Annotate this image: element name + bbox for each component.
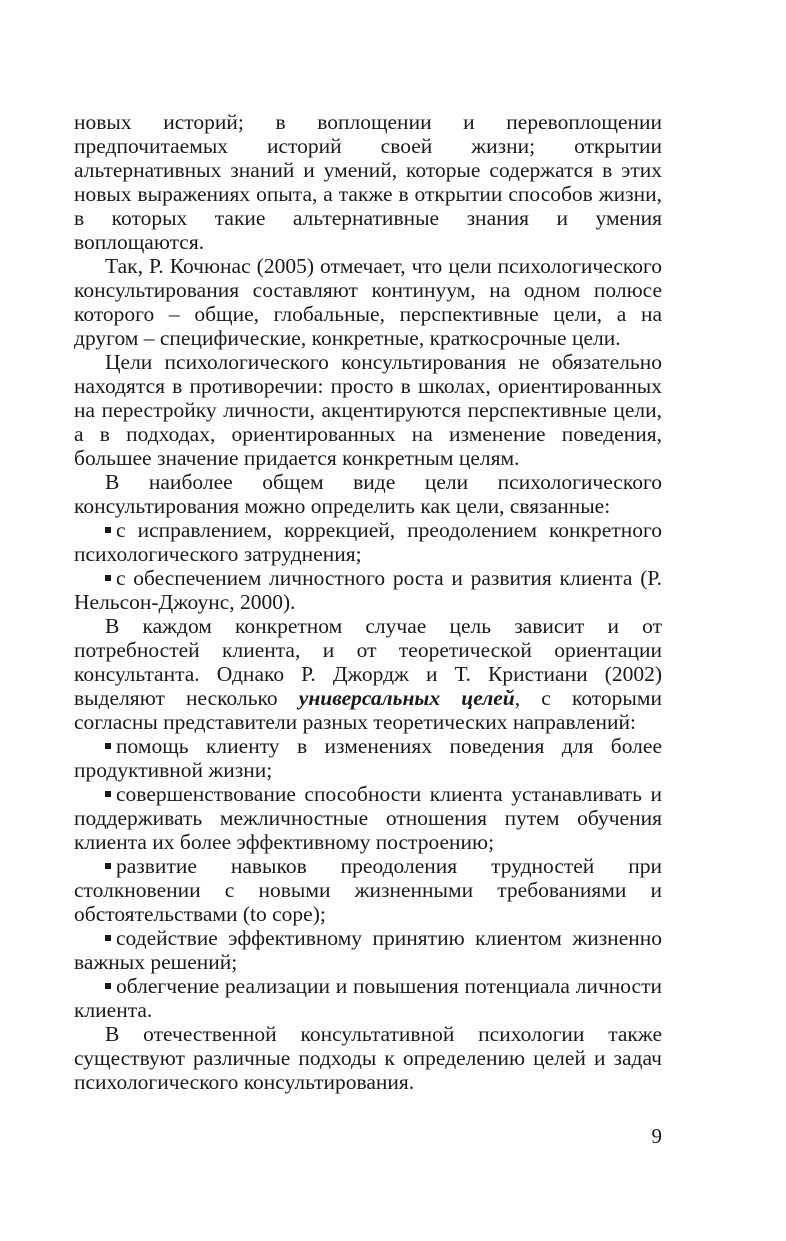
bullet-square-icon: [105, 983, 111, 989]
list-item-text: с обеспечением личностного роста и развития клиента (Р. Нельсон-Джоунс, 2000).: [74, 566, 662, 614]
paragraph-general-goals: В наиболее общем виде цели психологического консультирования можно определить как цели, связанные:: [74, 470, 662, 518]
bullet-square-icon: [105, 863, 111, 869]
list-item: [74, 734, 662, 782]
paragraph-kochiunas: Так, Р. Кочюнас (2005) отмечает, что цели психологического консультирования составляют континуум, на одном полюсе которого – общие, глобальные, перспективные цели, а на другом – специфические, конкретные, краткосрочные цели.: [74, 254, 662, 350]
paragraph-text: , с которыми согласны представители разных теоретических направлений:: [74, 686, 662, 734]
list-item-text: совершенствование способности клиента устанавливать и поддерживать межличностные отношения путем обучения клиента их более эффективному построению;: [74, 782, 662, 854]
bullet-square-icon: [105, 743, 111, 749]
list-item: [74, 566, 662, 614]
list-item-text: облегчение реализации и повышения потенциала личности клиента.: [74, 974, 662, 1022]
bullet-square-icon: [105, 575, 111, 581]
emphasis-term: универсальных целей: [298, 686, 515, 710]
bullet-square-icon: [105, 527, 111, 533]
page-number: 9: [651, 1124, 662, 1148]
list-item: [74, 782, 662, 854]
bullet-square-icon: [105, 791, 111, 797]
paragraph-universal-goals: [74, 614, 662, 734]
list-item: [74, 518, 662, 566]
list-item: [74, 854, 662, 926]
list-item-text: помощь клиенту в изменениях поведения для более продуктивной жизни;: [74, 734, 662, 782]
list-item-text: содействие эффективному принятию клиентом жизненно важных решений;: [74, 926, 662, 974]
paragraph-domestic-approaches: В отечественной консультативной психологии также существуют различные подходы к определению целей и задач психологического консультирования.: [74, 1022, 662, 1094]
paragraph-goals-contradiction: Цели психологического консультирования не обязательно находятся в противоречии: просто в школах, ориентированных на перестройку личности, акцентируются перспективные цели, а в подходах, ориентированных на изменение поведения, большее значение придается конкретным целям.: [74, 350, 662, 470]
list-item: [74, 926, 662, 974]
bullet-square-icon: [105, 935, 111, 941]
paragraph-text: В каждом конкретном случае цель зависит и от потребностей клиента, и от теоретической ориентации консультанта. Однако Р. Джордж и Т. Кристиани (2002) выделяют несколько: [74, 614, 662, 710]
list-item-text: с исправлением, коррекцией, преодолением конкретного психологического затруднения;: [74, 518, 662, 566]
page-body: [74, 110, 662, 1094]
list-item-text: развитие навыков преодоления трудностей при столкновении с новыми жизненными требованиями и обстоятельствами (to cope);: [74, 854, 662, 926]
list-item: [74, 974, 662, 1022]
paragraph-continued: новых историй; в воплощении и перевоплощении предпочитаемых историй своей жизни; открытии альтернативных знаний и умений, которые содержатся в этих новых выражениях опыта, а также в открытии способов жизни, в которых такие альтернативные знания и умения воплощаются.: [74, 110, 662, 254]
